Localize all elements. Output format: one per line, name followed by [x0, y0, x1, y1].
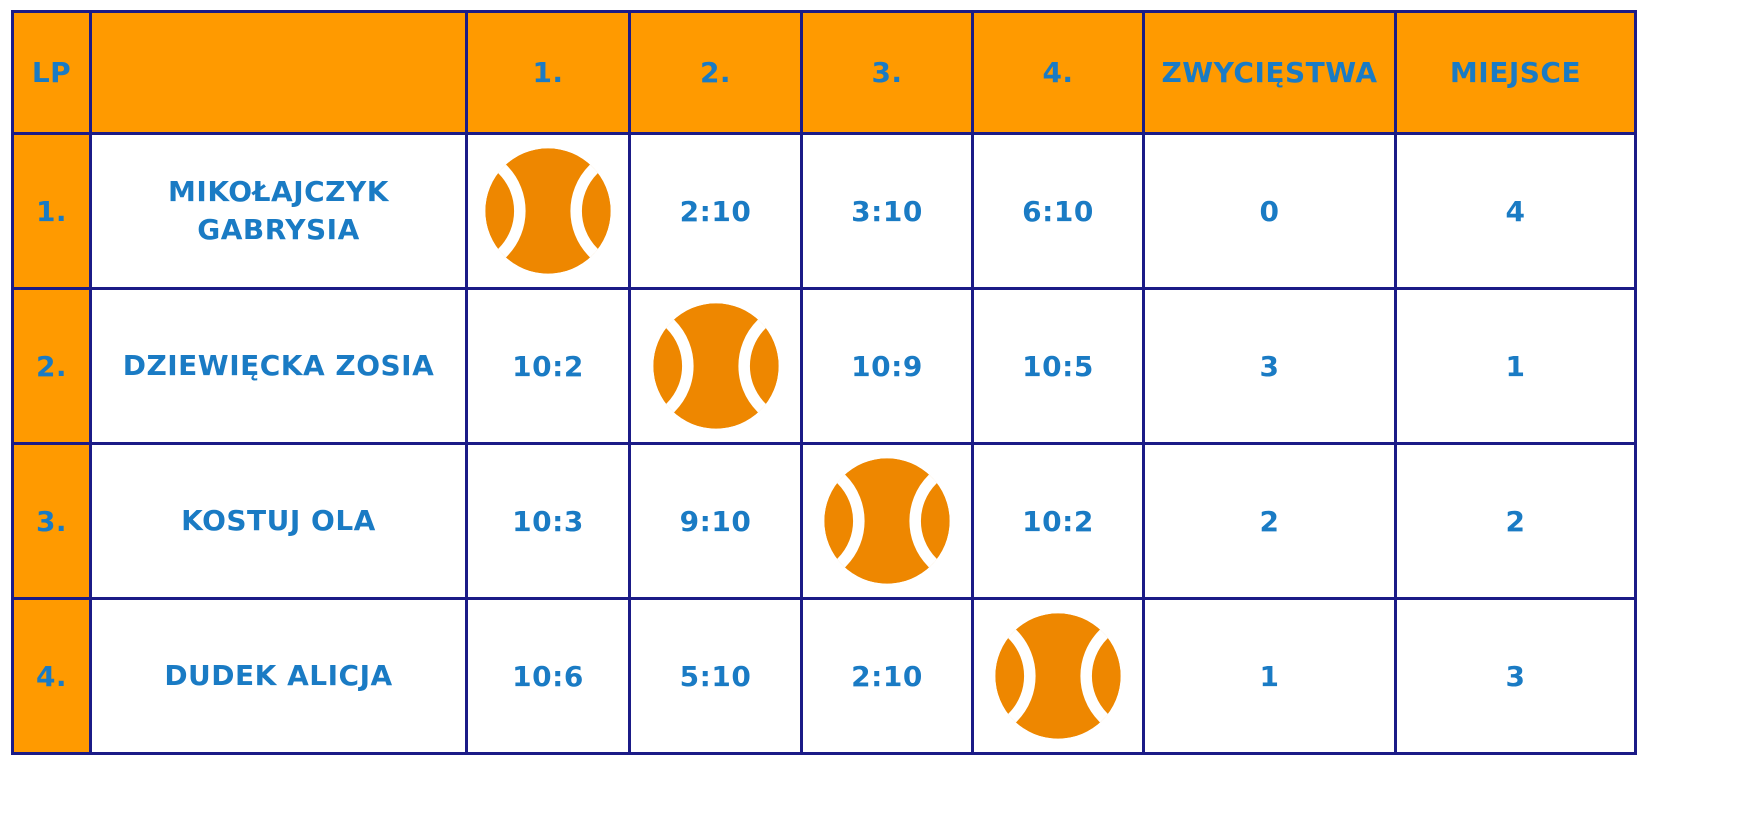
- place-cell: 1: [1396, 289, 1636, 444]
- diagonal-cell: [802, 444, 973, 599]
- score-cell: 6:10: [973, 134, 1144, 289]
- score-cell: 10:9: [802, 289, 973, 444]
- header-wins: ZWYCIĘSTWA: [1144, 12, 1396, 134]
- tennis-ball-icon: [823, 457, 951, 585]
- diagonal-cell: [630, 289, 802, 444]
- diagonal-cell: [467, 134, 630, 289]
- score-cell: 5:10: [630, 599, 802, 754]
- player-name: KOSTUJ OLA: [91, 444, 467, 599]
- row-number: 1.: [13, 134, 91, 289]
- wins-cell: 2: [1144, 444, 1396, 599]
- header-opponent-2: 2.: [630, 12, 802, 134]
- place-cell: 4: [1396, 134, 1636, 289]
- player-name: DZIEWIĘCKA ZOSIA: [91, 289, 467, 444]
- header-name: [91, 12, 467, 134]
- tennis-ball-icon: [484, 147, 612, 275]
- table-row: [13, 134, 1636, 289]
- table-row: [13, 444, 1636, 599]
- score-cell: 10:6: [467, 599, 630, 754]
- tennis-ball-icon: [652, 302, 780, 430]
- player-name: MIKOŁAJCZYK GABRYSIA: [91, 134, 467, 289]
- score-cell: 2:10: [802, 599, 973, 754]
- wins-cell: 3: [1144, 289, 1396, 444]
- score-cell: 10:2: [973, 444, 1144, 599]
- table-row: [13, 599, 1636, 754]
- wins-cell: 1: [1144, 599, 1396, 754]
- row-number: 4.: [13, 599, 91, 754]
- score-cell: 10:3: [467, 444, 630, 599]
- wins-cell: 0: [1144, 134, 1396, 289]
- diagonal-cell: [973, 599, 1144, 754]
- tennis-ball-icon: [994, 612, 1122, 740]
- score-cell: 3:10: [802, 134, 973, 289]
- place-cell: 2: [1396, 444, 1636, 599]
- round-robin-results-table: [11, 10, 1637, 755]
- table-row: [13, 289, 1636, 444]
- row-number: 3.: [13, 444, 91, 599]
- header-opponent-3: 3.: [802, 12, 973, 134]
- place-cell: 3: [1396, 599, 1636, 754]
- header-place: MIEJSCE: [1396, 12, 1636, 134]
- header-lp: LP: [13, 12, 91, 134]
- header-row: [13, 12, 1636, 134]
- score-cell: 10:2: [467, 289, 630, 444]
- header-opponent-1: 1.: [467, 12, 630, 134]
- score-cell: 10:5: [973, 289, 1144, 444]
- row-number: 2.: [13, 289, 91, 444]
- header-opponent-4: 4.: [973, 12, 1144, 134]
- score-cell: 9:10: [630, 444, 802, 599]
- player-name: DUDEK ALICJA: [91, 599, 467, 754]
- score-cell: 2:10: [630, 134, 802, 289]
